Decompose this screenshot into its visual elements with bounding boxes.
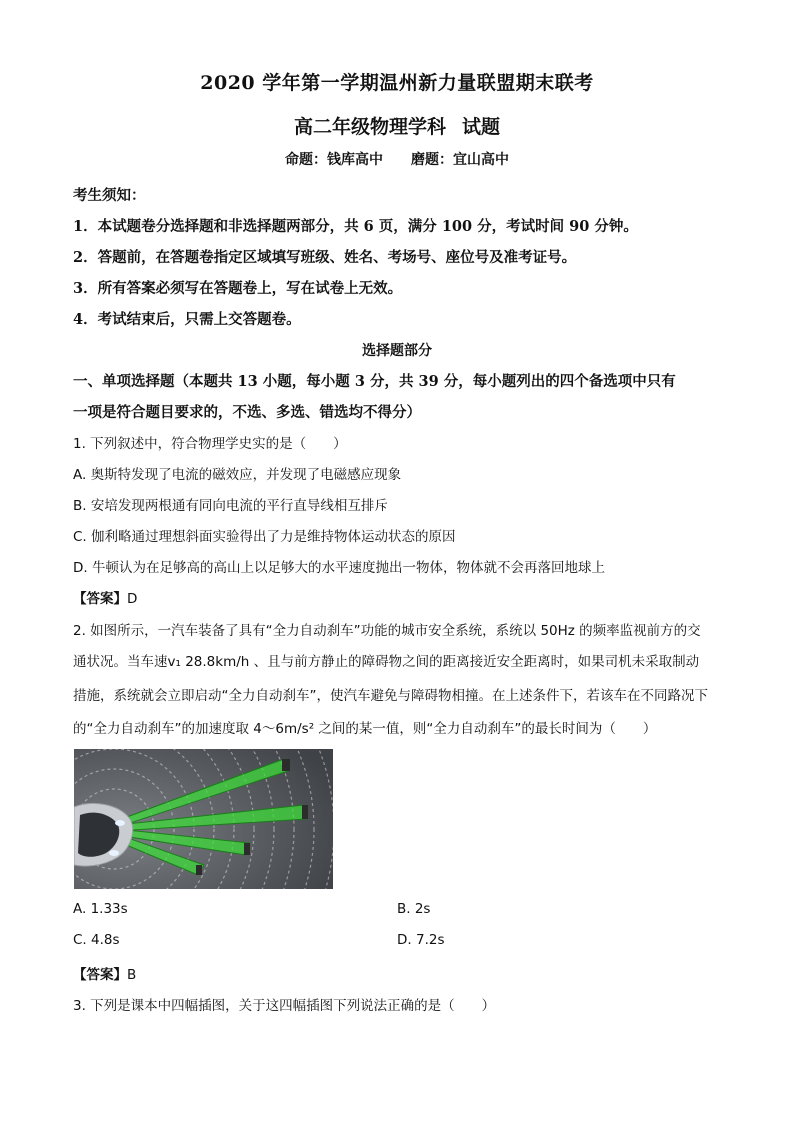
- car-sensor-figure: [74, 749, 333, 889]
- q2-stem-line2: 通状况。当车速v₁ 28.8km/h 、且与前方静止的障碍物之间的距离接近安全距离时，如果司机未采取制动: [73, 654, 700, 670]
- q1-stem: 1. 下列叙述中，符合物理学史实的是（ ）: [73, 436, 347, 452]
- q2-option-d: D. 7.2s: [397, 932, 445, 948]
- q2-stem-line1: 2. 如图所示，一汽车装备了具有“全力自动刹车”功能的城市安全系统，系统以 50Hz 的频率监视前方的交: [73, 623, 701, 639]
- exam-title: 2020 学年第一学期温州新力量联盟期末联考: [200, 72, 594, 94]
- q1-option-b: B. 安培发现两根通有同向电流的平行直导线相互排斥: [73, 498, 388, 514]
- notice-heading: 考生须知：: [73, 187, 146, 204]
- q2-stem-line4: 的“全力自动刹车”的加速度取 4～6m/s² 之间的某一值，则“全力自动刹车”的最长时间为（ ）: [73, 721, 657, 737]
- reviewer: 磨题：宜山高中: [411, 152, 509, 168]
- answer-value: D: [127, 591, 138, 607]
- subtitle-main: 高二年级物理学科: [293, 116, 446, 138]
- notice-item-4: 4．考试结束后，只需上交答题卷。: [73, 311, 301, 328]
- answer-tag: 【答案】: [73, 967, 127, 983]
- q2-answer: [73, 963, 733, 983]
- q2-stem-line3: 措施，系统就会立即启动“全力自动刹车”，使汽车避免与障碍物相撞。在上述条件下，若该车在不同路况下: [73, 688, 708, 704]
- subtitle-suffix: 试题: [462, 116, 501, 138]
- part1-instructions-line2: 一项是符合题目要求的，不选、多选、错选均不得分）: [73, 404, 421, 421]
- notice-item-3: 3．所有答案必须写在答题卷上，写在试卷上无效。: [73, 280, 403, 297]
- q2-option-b: B. 2s: [397, 901, 431, 917]
- q1-answer: [73, 587, 733, 607]
- exam-authors: [0, 149, 794, 169]
- q2-option-a: A. 1.33s: [73, 901, 128, 917]
- q3-stem: 3. 下列是课本中四幅插图，关于这四幅插图下列说法正确的是（ ）: [73, 998, 496, 1014]
- q1-option-d: D. 牛顿认为在足够高的高山上以足够大的水平速度抛出一物体，物体就不会再落回地球上: [73, 560, 605, 576]
- notice-item-2: 2．答题前，在答题卷指定区域填写班级、姓名、考场号、座位号及准考证号。: [73, 249, 577, 266]
- car-sensor-illustration: [74, 749, 333, 889]
- part1-instructions-line1: 一、单项选择题（本题共 13 小题，每小题 3 分，共 39 分，每小题列出的四个备选项中只有: [73, 373, 676, 390]
- answer-tag: 【答案】: [73, 591, 127, 607]
- exam-subtitle: [0, 112, 794, 139]
- section-title: 选择题部分: [362, 343, 432, 359]
- setter: 命题：钱库高中: [285, 152, 383, 168]
- notice-item-1: 1．本试题卷分选择题和非选择题两部分，共 6 页，满分 100 分，考试时间 90 分钟。: [73, 218, 638, 235]
- q1-option-c: C. 伽利略通过理想斜面实验得出了力是维持物体运动状态的原因: [73, 529, 456, 545]
- answer-value: B: [127, 967, 137, 983]
- q1-option-a: A. 奥斯特发现了电流的磁效应，并发现了电磁感应现象: [73, 467, 402, 483]
- q2-option-c: C. 4.8s: [73, 932, 120, 948]
